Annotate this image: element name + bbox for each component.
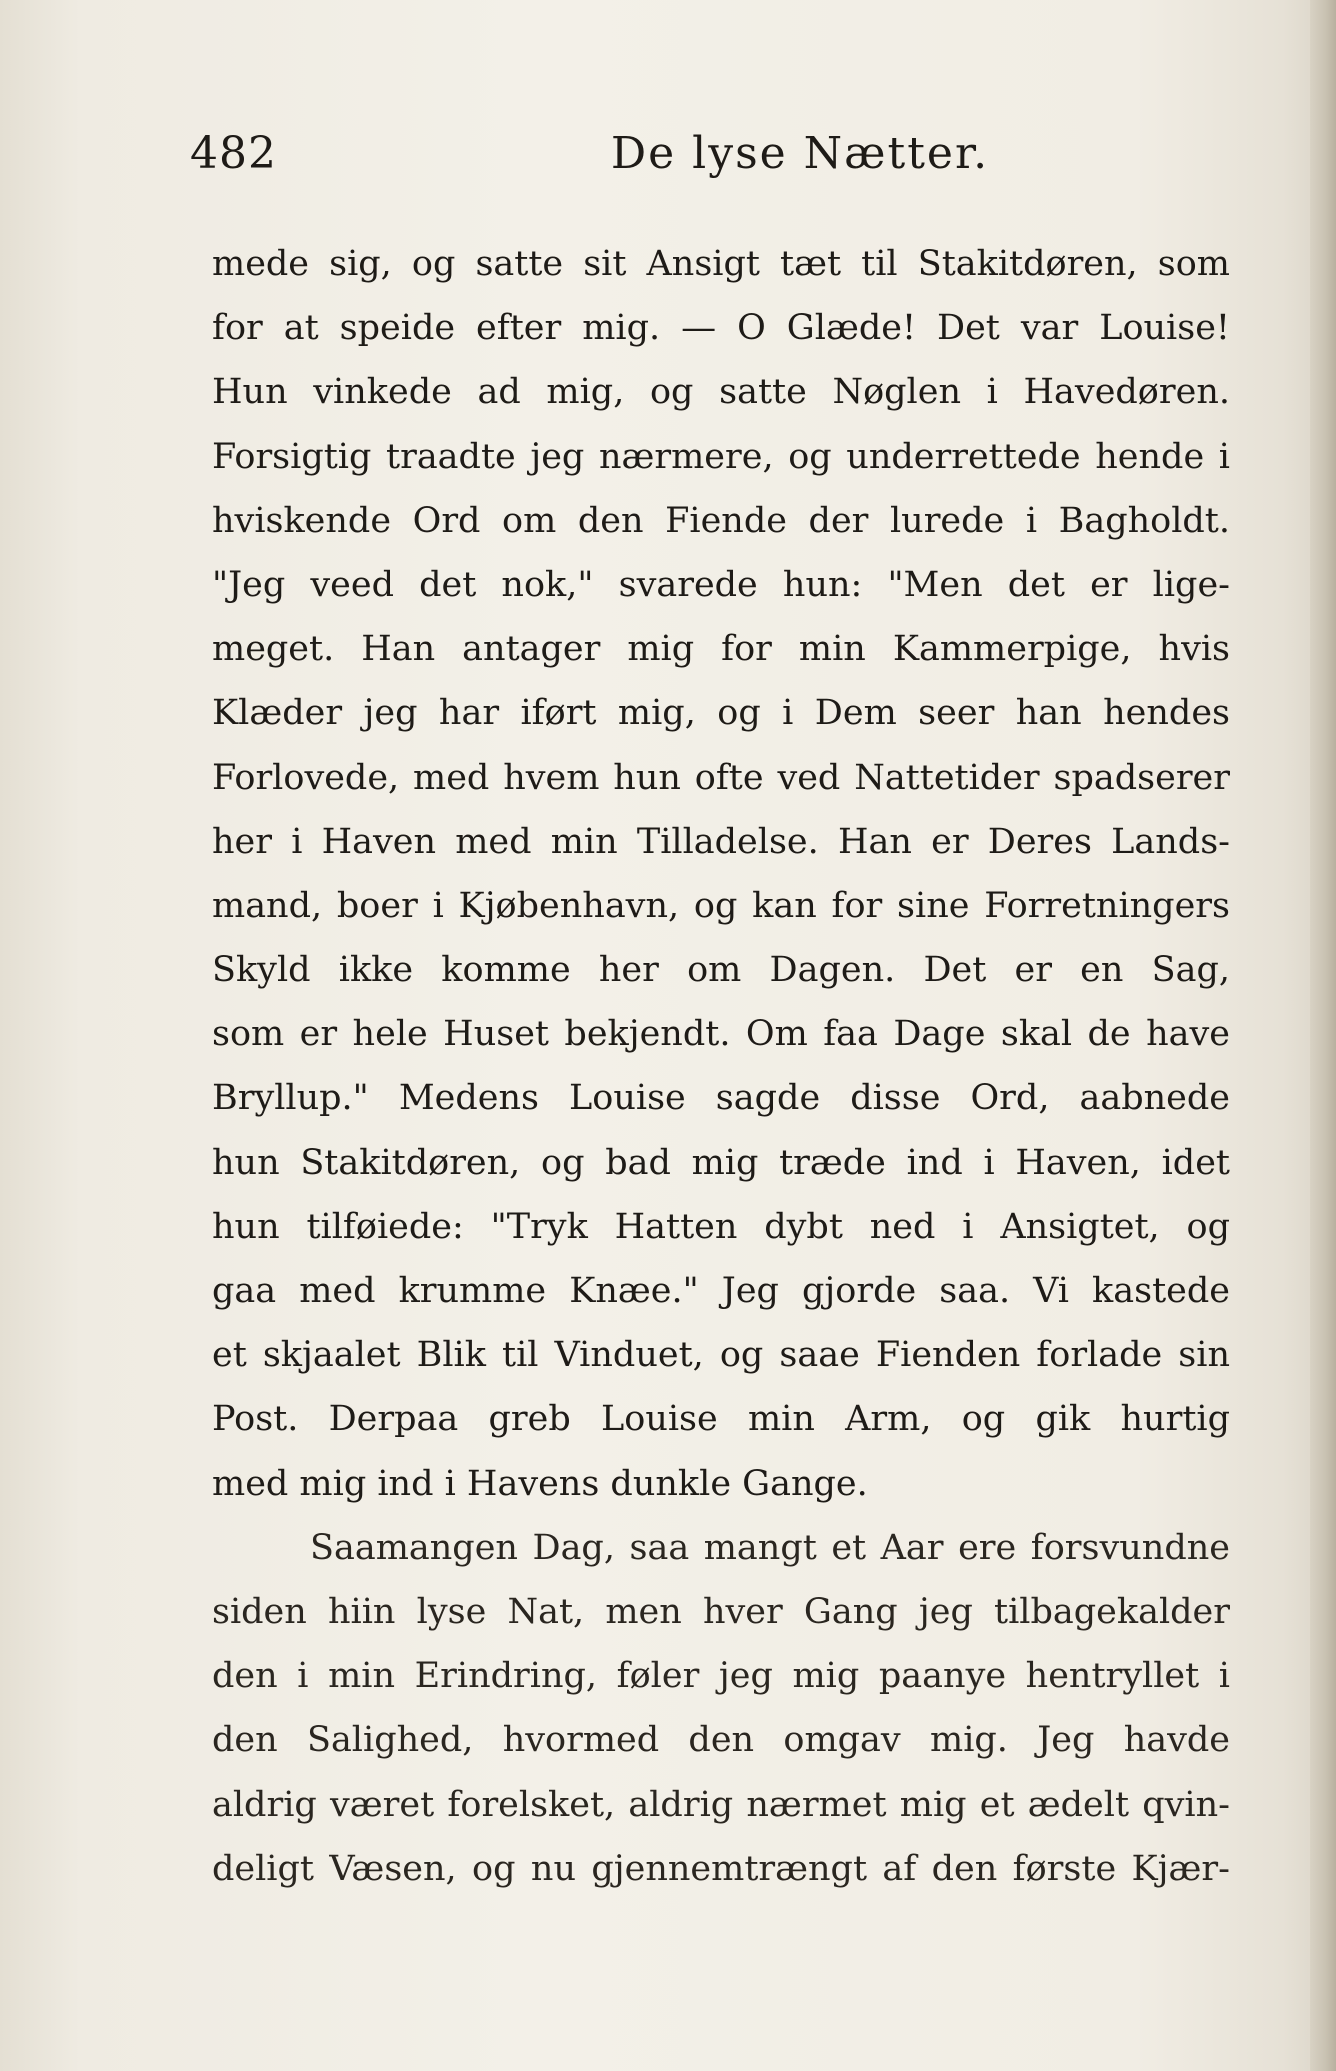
- text-line: den i min Erindring, føler jeg mig paanye hentryllet i: [212, 1656, 1230, 1697]
- text-line: et skjaalet Blik til Vinduet, og saae Fienden forlade sin: [212, 1335, 1230, 1376]
- running-title: De lyse Nætter.: [610, 128, 990, 179]
- body-text: [212, 232, 1230, 1901]
- text-line: hun tilføiede: "Tryk Hatten dybt ned i Ansigtet, og: [212, 1206, 1230, 1247]
- text-line: Klæder jeg har iført mig, og i Dem seer han hendes: [212, 693, 1230, 734]
- text-line: siden hiin lyse Nat, men hver Gang jeg tilbagekalder: [212, 1591, 1230, 1632]
- text-line: aldrig været forelsket, aldrig nærmet mig et ædelt qvin-: [212, 1784, 1230, 1825]
- text-line: Forlovede, med hvem hun ofte ved Nattetider spadserer: [212, 757, 1230, 798]
- text-line: Post. Derpaa greb Louise min Arm, og gik hurtig: [212, 1399, 1230, 1440]
- page-header: [190, 128, 1230, 198]
- text-line: hviskende Ord om den Fiende der lurede i Bagholdt.: [212, 500, 1230, 541]
- text-line: mede sig, og satte sit Ansigt tæt til Stakitdøren, som: [212, 244, 1230, 284]
- text-line: Bryllup." Medens Louise sagde disse Ord, aabnede: [212, 1078, 1230, 1119]
- text-line: mand, boer i Kjøbenhavn, og kan for sine Forretningers: [212, 885, 1230, 926]
- text-line: for at speide efter mig. — O Glæde! Det var Louise!: [212, 308, 1230, 349]
- text-line: Skyld ikke komme her om Dagen. Det er en Sag,: [212, 950, 1230, 991]
- text-line: "Jeg veed det nok," svarede hun: "Men det er lige-: [212, 564, 1230, 605]
- text-line: deligt Væsen, og nu gjennemtrængt af den første Kjær-: [212, 1848, 1230, 1889]
- text-line: med mig ind i Havens dunkle Gange.: [212, 1463, 868, 1504]
- text-line: den Salighed, hvormed den omgav mig. Jeg havde: [212, 1720, 1230, 1761]
- page-edge: [1310, 0, 1336, 2071]
- text-line: hun Stakitdøren, og bad mig træde ind i Haven, idet: [212, 1142, 1230, 1183]
- text-line: gaa med krumme Knæe." Jeg gjorde saa. Vi kastede: [212, 1271, 1230, 1311]
- text-line: her i Haven med min Tilladelse. Han er Deres Lands-: [212, 821, 1230, 862]
- text-line: Forsigtig traadte jeg nærmere, og underrettede hende i: [212, 436, 1230, 477]
- page-number: 482: [190, 128, 277, 179]
- text-line: meget. Han antager mig for min Kammerpige, hvis: [212, 629, 1230, 670]
- text-line: Saamangen Dag, saa mangt et Aar ere forsvundne: [310, 1527, 1230, 1568]
- text-line: Hun vinkede ad mig, og satte Nøglen i Havedøren.: [212, 372, 1230, 413]
- text-line: som er hele Huset bekjendt. Om faa Dage skal de have: [212, 1014, 1230, 1055]
- paragraph-2: [212, 1516, 1230, 1901]
- paragraph-1: [212, 232, 1230, 1516]
